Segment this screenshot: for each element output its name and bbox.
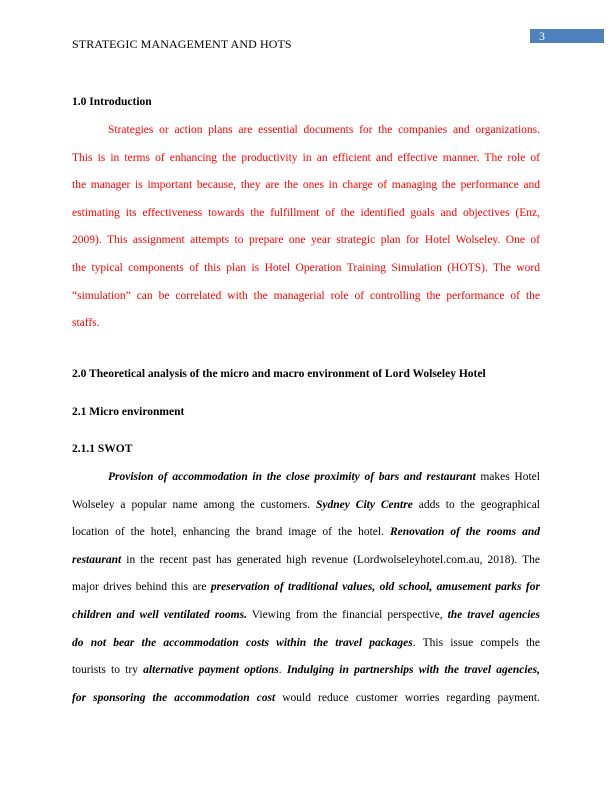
emphasis-text: restaurant (72, 553, 122, 566)
intro-heading: 1.0 Introduction (72, 96, 152, 108)
swot-line (72, 630, 540, 658)
swot-line (72, 464, 540, 492)
body-text: tourists to try (72, 664, 144, 677)
body-text: . (278, 664, 287, 677)
swot-line (72, 519, 540, 547)
swot-line (72, 574, 540, 602)
intro-line: This is in terms of enhancing the productivity in an efficient and effective manner. The role of (72, 151, 540, 164)
swot-paragraph (72, 464, 540, 712)
swot-heading: 2.1.1 SWOT (72, 443, 133, 455)
body-text: makes Hotel (475, 471, 540, 483)
intro-paragraph (72, 117, 540, 338)
body-text: . This issue compels the (412, 636, 540, 649)
body-text: Viewing from the financial perspective, (246, 608, 448, 621)
emphasis-text: Sydney City Centre (316, 498, 413, 511)
page-number: 3 (539, 29, 545, 43)
emphasis-text: for sponsoring the accommodation cost (72, 691, 276, 704)
swot-line (72, 547, 540, 575)
body-text: location of the hotel, enhancing the brand image of the hotel. (72, 526, 390, 539)
intro-line: estimating its effectiveness towards the fulfillment of the identified goals and objectives (Enz, (72, 206, 540, 219)
intro-line: staffs. (72, 317, 100, 330)
intro-line: 2009). This assignment attempts to prepare one year strategic plan for Hotel Wolseley. One of (72, 234, 540, 247)
swot-line (72, 657, 540, 685)
emphasis-text: Renovation of the rooms and (389, 526, 540, 539)
swot-line (72, 602, 540, 630)
body-text: in the recent past has generated high revenue (Lordwolseleyhotel.com.au, 2018). The (121, 553, 540, 566)
emphasis-text: alternative payment options (143, 664, 279, 677)
page-number-badge (530, 29, 604, 43)
intro-line: Strategies or action plans are essential documents for the companies and organizations. (108, 124, 540, 136)
emphasis-text: children and well ventilated rooms. (72, 608, 247, 621)
analysis-heading: 2.0 Theoretical analysis of the micro and macro environment of Lord Wolseley Hotel (72, 368, 486, 380)
body-text: major drives behind this are (72, 581, 211, 594)
body-text: would reduce customer worries regarding payment. (275, 691, 540, 704)
emphasis-text: do not bear the accommodation costs within the travel packages (72, 636, 413, 649)
emphasis-text: preservation of traditional values, old school, amusement parks for (210, 581, 540, 594)
intro-line: the typical components of this plan is Hotel Operation Training Simulation (HOTS). The word (72, 261, 540, 274)
swot-line (72, 492, 540, 520)
emphasis-text: Indulging in partnerships with the travel agencies, (286, 664, 540, 677)
body-text: Wolseley a popular name among the customers. (72, 498, 316, 511)
emphasis-text: the travel agencies (447, 608, 540, 621)
body-text: adds to the geographical (412, 498, 540, 511)
intro-line: the manager is important because, they are the ones in charge of managing the performance and (72, 179, 540, 192)
micro-heading: 2.1 Micro environment (72, 406, 185, 418)
intro-line: “simulation” can be correlated with the managerial role of controlling the performance of the (72, 289, 540, 302)
emphasis-text: Provision of accommodation in the close proximity of bars and restaurant (108, 471, 476, 483)
swot-line (72, 685, 540, 713)
running-header: STRATEGIC MANAGEMENT AND HOTS (72, 37, 292, 51)
